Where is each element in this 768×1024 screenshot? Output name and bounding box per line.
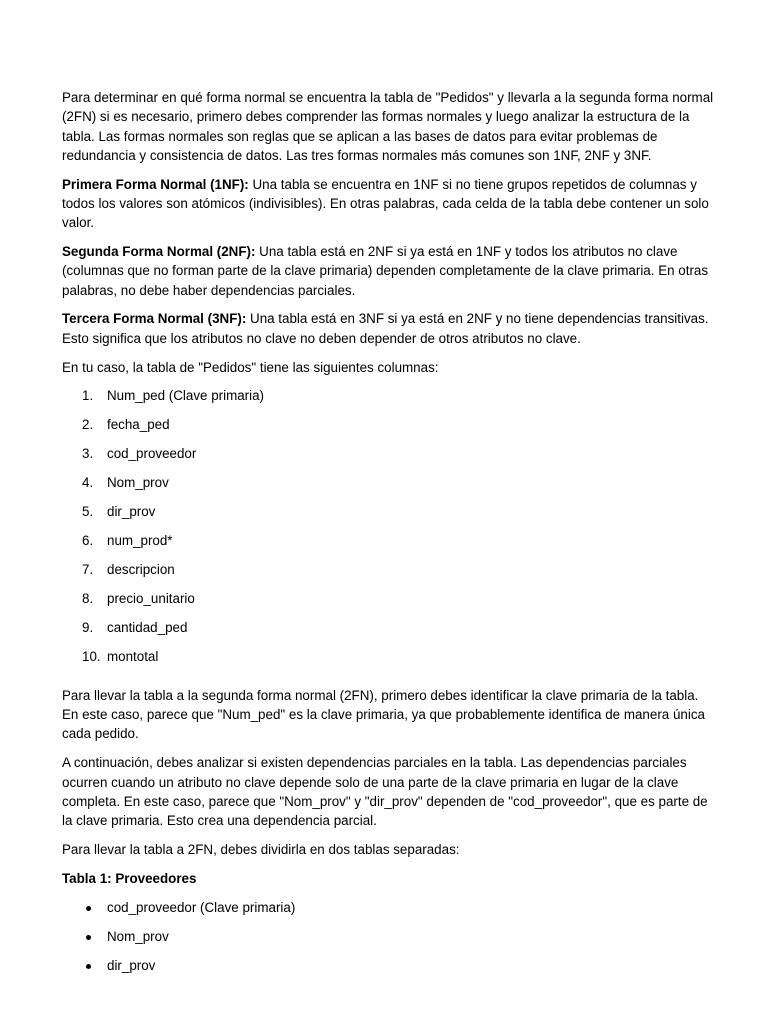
bullet-icon — [86, 964, 91, 969]
list-item-number: 9. — [82, 620, 94, 636]
list-item — [62, 956, 716, 985]
list-item-number: 6. — [82, 533, 94, 549]
second-normal-form-paragraph — [62, 242, 716, 300]
list-item-label: dir_prov — [107, 957, 156, 973]
list-item-label: montotal — [107, 649, 159, 665]
list-item-label: fecha_ped — [107, 417, 170, 433]
list-item — [62, 502, 716, 531]
first-normal-form-text: Una tabla se encuentra en 1NF si no tiene grupos repetidos de columnas y todos los valores son atómicos (indivisibles). En otras palabras, cada celda de la tabla debe contener un solo valor. — [62, 176, 709, 231]
table1-list — [62, 898, 716, 985]
list-item-label: num_prod* — [107, 533, 173, 549]
list-item — [62, 473, 716, 502]
list-item-number: 2. — [82, 417, 94, 433]
third-normal-form-paragraph — [62, 309, 716, 348]
list-item — [62, 415, 716, 444]
list-item-number: 7. — [82, 562, 94, 578]
list-item — [62, 589, 716, 618]
list-item — [62, 386, 716, 415]
list-item-number: 10. — [82, 649, 101, 665]
list-item-label: descripcion — [107, 562, 175, 578]
list-item — [62, 898, 716, 927]
list-item — [62, 560, 716, 589]
columns-intro-paragraph: En tu caso, la tabla de "Pedidos" tiene las siguientes columnas: — [62, 359, 439, 375]
columns-list — [62, 386, 716, 676]
list-item-number: 4. — [82, 475, 94, 491]
list-item — [62, 531, 716, 560]
split-paragraph: Para llevar la tabla a 2FN, debes dividirla en dos tablas separadas: — [62, 841, 460, 857]
list-item-label: cantidad_ped — [107, 620, 188, 636]
list-item — [62, 444, 716, 473]
list-item-number: 1. — [82, 388, 94, 404]
list-item-label: Nom_prov — [107, 928, 169, 944]
list-item-label: Num_ped (Clave primaria) — [107, 388, 265, 404]
list-item-number: 5. — [82, 504, 94, 520]
list-item — [62, 927, 716, 956]
bullet-icon — [86, 906, 91, 911]
primary-key-paragraph: Para llevar la tabla a la segunda forma normal (2FN), primero debes identificar la clave primaria de la tabla. En este caso, parece que "Num_ped" es la clave primaria, ya que probablemente identifica de manera única cada pedido. — [62, 687, 705, 742]
list-item-label: cod_proveedor — [107, 446, 197, 462]
table1-heading — [62, 869, 716, 888]
second-normal-form-text: Una tabla está en 2NF si ya está en 1NF y todos los atributos no clave (columnas que no forman parte de la clave primaria) dependen completamente de la clave primaria. En otras palabras, no debe haber dependencias parciales. — [62, 244, 709, 298]
list-item-label: precio_unitario — [107, 591, 195, 607]
third-normal-form-term: Tercera Forma Normal (3NF): — [62, 311, 247, 327]
list-item-number: 8. — [82, 591, 94, 607]
table1-title: Tabla 1: Proveedores — [62, 870, 197, 886]
first-normal-form-term: Primera Forma Normal (1NF): — [62, 176, 249, 192]
intro-paragraph: Para determinar en qué forma normal se encuentra la tabla de "Pedidos" y llevarla a la segunda forma normal (2FN) si es necesario, primero debes comprender las formas normales y luego analizar la estructura de la tabla. Las formas normales son reglas que se aplican a las bases de datos para evitar problemas de redundancia y consistencia de datos. Las tres formas normales más comunes son 1NF, 2NF y 3NF. — [62, 90, 714, 163]
list-item — [62, 618, 716, 647]
second-normal-form-term: Segunda Forma Normal (2NF): — [62, 244, 256, 260]
third-normal-form-text: Una tabla está en 3NF si ya está en 2NF y no tiene dependencias transitivas. Esto significa que los atributos no clave no deben depender de otros atributos no clave. — [62, 311, 709, 346]
list-item — [62, 647, 716, 676]
partial-dependency-paragraph: A continuación, debes analizar si existen dependencias parciales en la tabla. Las dependencias parciales ocurren cuando un atributo no clave depende solo de una parte de la clave primaria en lugar de la clave completa. En este caso, parece que "Nom_prov" y "dir_prov" dependen de "cod_proveedor", que es parte de la clave primaria. Esto crea una dependencia parcial. — [62, 755, 708, 829]
list-item-label: dir_prov — [107, 504, 156, 520]
bullet-icon — [86, 935, 91, 940]
document-page — [62, 88, 716, 985]
list-item-number: 3. — [82, 446, 94, 462]
list-item-label: cod_proveedor (Clave primaria) — [107, 899, 296, 915]
first-normal-form-paragraph — [62, 175, 716, 233]
list-item-label: Nom_prov — [107, 475, 169, 491]
